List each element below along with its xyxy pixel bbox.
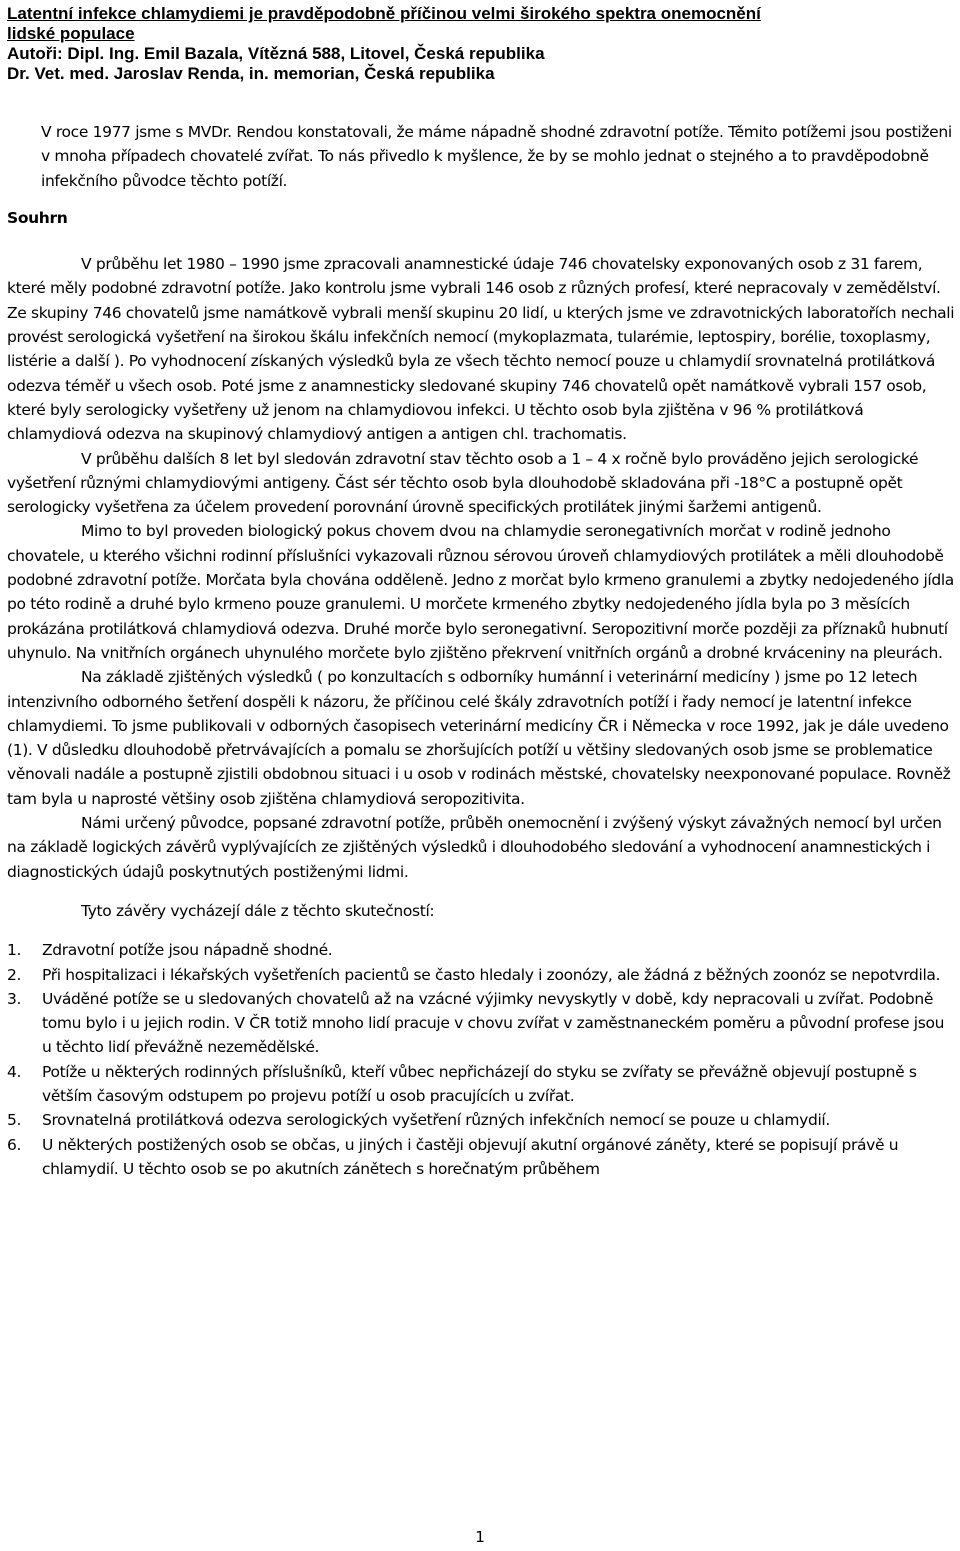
list-item-number: 6. [7, 1135, 22, 1154]
list-item-text: Potíže u některých rodinných příslušníků, kteří vůbec nepřicházejí do styku se zvířaty se převážně objevují postupně s větším časovým odstupem po projevu potíží u osob pracujících u zvířat. [42, 1062, 917, 1105]
document-header [7, 4, 957, 84]
summary-paragraph-2: V průběhu dalších 8 let byl sledován zdravotní stav těchto osob a 1 – 4 x ročně bylo prováděno jejich serologické vyšetření různými chlamydiovými antigeny. Část sér těchto osob byla dlouhodobě skladována při -18°C a postupně opět serologicky vyšetřena za účelem provedení porovnání úrovně specifických protilátek jinými šaržemi antigenů. [7, 449, 919, 517]
list-item [7, 1108, 957, 1132]
list-item [7, 938, 957, 962]
document-body [7, 120, 957, 1181]
list-item-text: U některých postižených osob se občas, u jiných i častěji objevují akutní orgánové záněty, které se popisují právě u chlamydií. U těchto osob se po akutních zánětech s horečnatým průběhem [42, 1135, 899, 1178]
section-heading-summary: Souhrn [7, 208, 68, 227]
summary-paragraph-3: Mimo to byl proveden biologický pokus chovem dvou na chlamydie seronegativních morčat v rodině jednoho chovatele, u kterého všichni rodinní příslušníci vykazovali různou sérovou úroveň chlamydiových protilátek a měli dlouhodobě podobné zdravotní potíže. Morčata byla chována odděleně. Jedno z morčat bylo krmeno granulemi a zbytky nedojedeného jídla po této rodině a druhé bylo krmeno pouze granulemi. U morčete krmeného zbytky nedojedeného jídla byla po 3 měsících prokázána protilátková chlamydiová odezva. Druhé morče bylo seronegativní. Seropozitivní morče později za příznaků hubnutí uhynulo. Na vnitřních orgánech uhynulého morčete bylo zjištěno překrvení vnitřních orgánů a drobné krváceniny na pleurách. [7, 522, 954, 662]
page-number: 1 [475, 1528, 485, 1546]
list-item [7, 1060, 957, 1109]
document-title-line-2: lidské populace [7, 24, 135, 43]
authors-line-1: Autoři: Dipl. Ing. Emil Bazala, Vítězná 588, Litovel, Česká republika [7, 44, 545, 63]
list-item-text: Uváděné potíže se u sledovaných chovatelů až na vzácné výjimky nevyskytly v době, kdy nepracovali u zvířat. Podobně tomu bylo i u jejich rodin. V ČR totiž mnoho lidí pracuje v chovu zvířat v zaměstnaneckém poměru a původní profese jsou u těchto lidí převážně nezemědělské. [42, 989, 945, 1057]
list-item-number: 2. [7, 965, 22, 984]
list-item [7, 987, 957, 1060]
list-item-text: Zdravotní potíže jsou nápadně shodné. [42, 941, 333, 960]
conclusions-list [7, 938, 957, 1181]
list-item-number: 4. [7, 1062, 22, 1081]
authors-line-2: Dr. Vet. med. Jaroslav Renda, in. memorian, Česká republika [7, 64, 495, 83]
list-item-number: 5. [7, 1111, 22, 1130]
intro-paragraph: V roce 1977 jsme s MVDr. Rendou konstatovali, že máme nápadně shodné zdravotní potíže. Těmito potížemi jsou postiženi v mnoha případech chovatelé zvířat. To nás přivedlo k myšlence, že by se mohlo jednat o stejného a to pravděpodobně infekčního původce těchto potíží. [41, 123, 952, 190]
list-item [7, 963, 957, 987]
list-item-number: 1. [7, 941, 22, 960]
summary-paragraph-4: Na základě zjištěných výsledků ( po konzultacích s odborníky humánní i veterinární medicíny ) jsme po 12 letech intenzivního odborného šetření dospěli k názoru, že příčinou celé škály zdravotních potíží i řady nemocí je latentní infekce chlamydiemi. To jsme publikovali v odborných časopisech veterinární medicíny ČR i Německa v roce 1992, jak je dále uvedeno (1). V důsledku dlouhodobě přetrvávajících a pomalu se zhoršujících potíží u většiny sledovaných osob jsme se problematice věnovali nadále a postupně zjistili obdobnou situaci i u osob v rodinách městské, chovatelsky neexponované populace. Rovněž tam byla u naprosté většiny osob zjištěna chlamydiová seropozitivita. [7, 668, 951, 808]
list-item [7, 1133, 957, 1182]
summary-paragraph-5: Námi určený původce, popsané zdravotní potíže, průběh onemocnění i zvýšený výskyt závažných nemocí byl určen na základě logických závěrů vyplývajících ze zjištěných výsledků i dlouhodobého sledování a vyhodnocení anamnestických i diagnostických údajů poskytnutých postiženými lidmi. [7, 814, 942, 881]
conclusions-intro: Tyto závěry vycházejí dále z těchto skutečností: [81, 901, 435, 920]
document-title-line-1: Latentní infekce chlamydiemi je pravděpodobně příčinou velmi širokého spektra onemocnění [7, 4, 761, 23]
list-item-text: Při hospitalizaci i lékařských vyšetřeních pacientů se často hledaly i zoonózy, ale žádná z běžných zoonóz se nepotvrdila. [42, 965, 941, 984]
list-item-number: 3. [7, 989, 22, 1008]
list-item-text: Srovnatelná protilátková odezva serologických vyšetření různých infekčních nemocí se pouze u chlamydií. [42, 1111, 830, 1130]
summary-paragraph-1: V průběhu let 1980 – 1990 jsme zpracovali anamnestické údaje 746 chovatelsky exponovaných osob z 31 farem, které měly podobné zdravotní potíže. Jako kontrolu jsme vybrali 146 osob z různých profesí, které nepracovaly v zemědělství. Ze skupiny 746 chovatelů jsme namátkově vybrali menší skupinu 20 lidí, u kterých jsme ve zdravotnických laboratořích nechali provést serologická vyšetření na širokou škálu infekčních nemocí (mykoplazmata, tularémie, leptospiry, borélie, toxoplasmy, listérie a další ). Po vyhodnocení získaných výsledků byla ze všech těchto nemocí pouze u chlamydií srovnatelná protilátková odezva téměř u všech osob. Poté jsme z anamnesticky sledované skupiny 746 chovatelů opět namátkově vybrali 157 osob, které byly serologicky vyšetřeny už jenom na chlamydiovou infekci. U těchto osob byla zjištěna v 96 % protilátková chlamydiová odezva na skupinový chlamydiový antigen a antigen chl. trachomatis. [7, 255, 955, 444]
